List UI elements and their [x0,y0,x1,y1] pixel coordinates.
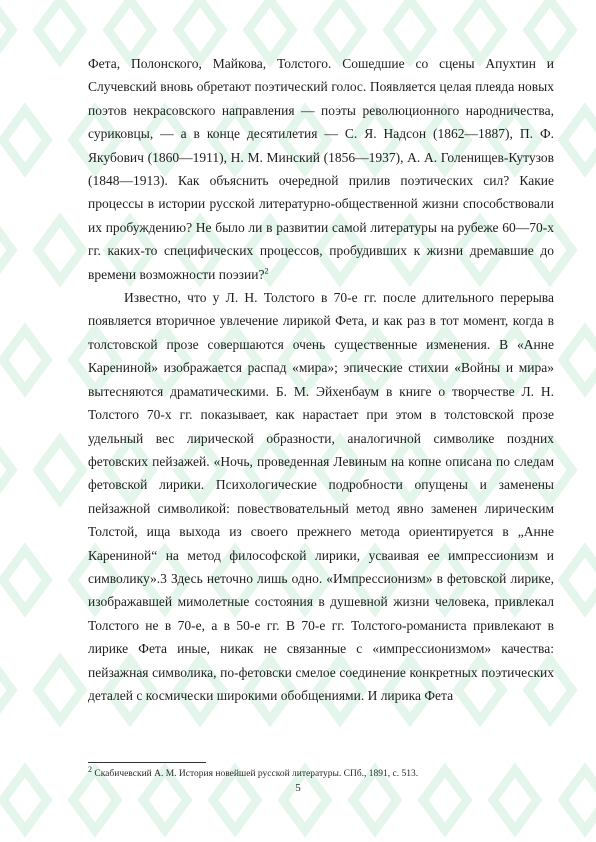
diamond-watermark-mark [38,0,82,60]
diamond-watermark-mark [563,770,596,830]
diamond-watermark-mark [563,330,596,390]
paragraph-1: Фета, Полонского, Майкова, Толстого. Сошедшие со сцены Апухтин и Случевский вновь обретают поэтический голос. Появляется целая плеяда новых поэтов некрасовского направления — поэты революционного народничества, суриковцы, — а в конце десятилетия — С. Я. Надсон (1862—1887), П. Ф. Якубович (1860—1911), Н. М. Минский (1856—1937), А. А. Голенищев-Кутузов (1848—1913). Как объяснить очередной прилив поэтических сил? Какие процессы в истории русской литературно-общественной жизни способствовали их пробуждению? Не было ли в развитии самой литературы на рубеже 60—70-х гг. каких-то специфических процессов, пробудивших к жизни дремавшие до времени возможности поэзии?$^2$ [88,56,554,282]
diamond-watermark-mark [0,660,12,720]
footnote-ref-2: 2 [264,266,269,276]
diamond-watermark-mark [38,220,82,280]
diamond-watermark-mark [38,440,82,500]
footnote-divider [88,762,206,763]
footnote-text: Скабичевский А. М. История новейшей русской литературы. СПб., 1891, с. 513. [94,769,419,779]
diamond-watermark-mark [248,0,292,60]
diamond-watermark-mark [528,0,572,60]
footnote-marker: 2 [88,764,92,774]
diamond-watermark-mark [0,220,12,280]
page-number: 5 [295,782,301,794]
diamond-watermark-mark [563,550,596,610]
diamond-watermark-mark [458,0,502,60]
diamond-watermark-mark [0,440,12,500]
diamond-watermark-mark [178,0,222,60]
diamond-watermark-mark [0,0,12,60]
diamond-watermark-mark [3,550,47,610]
diamond-watermark-mark [563,110,596,170]
diamond-watermark-mark [3,770,47,830]
body-text [88,52,554,707]
diamond-watermark-mark [3,330,47,390]
paragraph-2: Известно, что у Л. Н. Толстого в 70-е гг. после длительного перерыва появляется вторичное увлечение лирикой Фета, и как раз в тот момент, когда в толстовской прозе совершаются очень существенные изменения. В «Анне Карениной» изображается распад «мира»; эпические стихии «Войны и мира» вытесняются драматическими. Б. М. Эйхенбаум в книге о творчестве Л. Н. Толстого 70-х гг. показывает, как нарастает при этом в толстовской прозе удельный вес лирической образности, аналогичной символике поздних фетовских пейзажей. «Ночь, проведенная Левиным на копне описана по следам фетовской лирики. Психологические подробности опущены и заменены пейзажной символикой: повествовательный метод явно заменен лирическим Толстой, ища выхода из своего прежнего метода ориентируется в „Анне Карениной“ на метод философской лирики, усваивая ее импрессионизм и символику».3 Здесь неточно лишь одно. «Импрессионизм» в фетовской лирике, изображавшей мимолетные состояния в душевной жизни человека, привлекал Толстого не в 70-е, а в 50-е гг. В 70-е гг. Толстого-романиста привлекают в лирике Фета иные, никак не связанные с «импрессионизмом» качества: пейзажная символика, по-фетовски смелое соединение конкретных поэтических деталей с космически широкими обобщениями. И лирика Фета [88,290,554,703]
diamond-watermark-mark [318,0,362,60]
diamond-watermark-mark [108,0,152,60]
diamond-watermark-mark [3,110,47,170]
footnote [88,764,554,780]
diamond-watermark-mark [388,0,432,60]
diamond-watermark-mark [38,660,82,720]
